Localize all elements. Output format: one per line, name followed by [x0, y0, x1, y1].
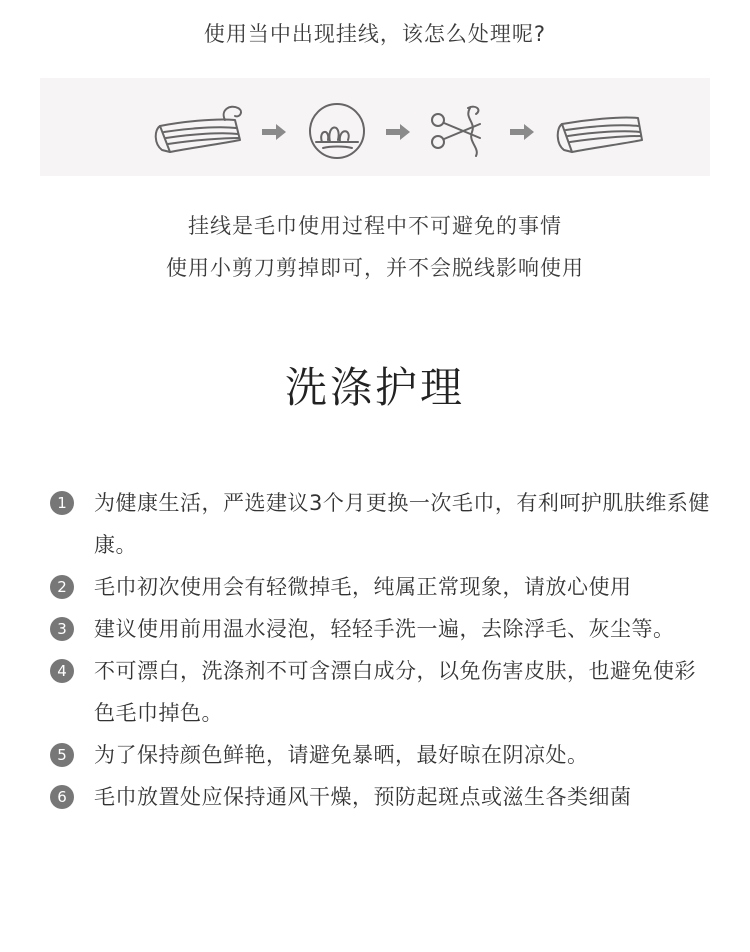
- number-badge-1: 1: [50, 491, 74, 515]
- towel-fixed-icon: [558, 117, 642, 152]
- thread-note-line-1: 挂线是毛巾使用过程中不可避免的事情: [188, 214, 562, 238]
- question-heading: 使用当中出现挂线，该怎么处理呢?: [203, 22, 547, 46]
- scissors-icon: [432, 107, 480, 156]
- care-item: [48, 776, 713, 818]
- care-item: [48, 482, 713, 566]
- arrow-right-icon: [510, 124, 534, 140]
- care-item: [48, 650, 713, 734]
- arrow-right-icon: [262, 124, 286, 140]
- care-item: [48, 566, 713, 608]
- care-item-text: 为健康生活，严选建议3个月更换一次毛巾，有利呵护肌肤维系健康。: [94, 491, 710, 557]
- care-item-text: 建议使用前用温水浸泡，轻轻手洗一遍，去除浮毛、灰尘等。: [94, 617, 675, 641]
- care-instructions-list: [48, 482, 713, 818]
- care-item-text: 毛巾初次使用会有轻微掉毛，纯属正常现象，请放心使用: [94, 575, 632, 599]
- thread-process-illustration: [40, 78, 710, 176]
- care-item-text: 不可漂白，洗涤剂不可含漂白成分，以免伤害皮肤，也避免使彩色毛巾掉色。: [94, 659, 696, 725]
- section-title-care: 洗涤护理: [284, 363, 465, 412]
- number-badge-2: 2: [50, 575, 74, 599]
- care-item: [48, 608, 713, 650]
- care-item-text: 为了保持颜色鲜艳，请避免暴晒，最好晾在阴凉处。: [94, 743, 589, 767]
- care-item: [48, 734, 713, 776]
- care-item-text: 毛巾放置处应保持通风干燥，预防起斑点或滋生各类细菌: [94, 785, 632, 809]
- number-badge-3: 3: [50, 617, 74, 641]
- number-badge-6: 6: [50, 785, 74, 809]
- arrow-right-icon: [386, 124, 410, 140]
- pulled-loop-icon: [310, 104, 364, 158]
- number-badge-5: 5: [50, 743, 74, 767]
- towel-with-thread-icon: [156, 107, 241, 152]
- thread-note-line-2: 使用小剪刀剪掉即可，并不会脱线影响使用: [166, 256, 584, 280]
- number-badge-4: 4: [50, 659, 74, 683]
